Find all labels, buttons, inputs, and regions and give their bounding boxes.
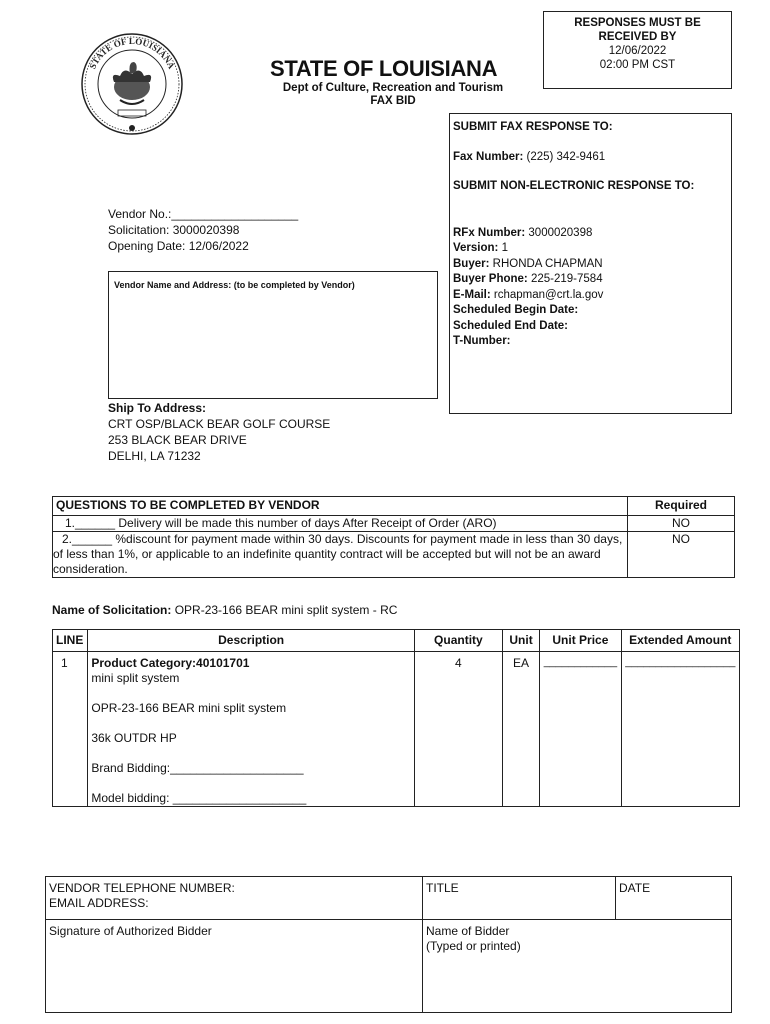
title-field[interactable]	[423, 877, 616, 920]
department-name: Dept of Culture, Recreation and Tourism	[282, 82, 504, 94]
col-extended-amount: Extended Amount	[621, 630, 739, 652]
date-label: DATE	[619, 881, 651, 895]
col-description: Description	[88, 630, 415, 652]
extended-amount-field[interactable]: __________________	[621, 652, 739, 807]
bidder-name-field[interactable]	[423, 920, 732, 1013]
date-field[interactable]	[616, 877, 732, 920]
fax-label: Fax Number:	[453, 150, 524, 163]
line-unit: EA	[502, 652, 539, 807]
nonelectronic-heading: SUBMIT NON-ELECTRONIC RESPONSE TO:	[453, 180, 695, 192]
vendor-address-field[interactable]	[108, 271, 438, 399]
vendor-no[interactable]: Vendor No.:___________________	[108, 207, 299, 221]
question-2[interactable]: 2.______ %discount for payment made within 30 days. Discounts for payment made in less than 30 days, of less than 1%, or applicable to an indefinite quantity contract will be accepted but will not be an award consideration.	[53, 532, 628, 578]
vendor-contact-field[interactable]	[46, 877, 423, 920]
ship-to-line1: CRT OSP/BLACK BEAR GOLF COURSE	[108, 417, 331, 431]
bid-type: FAX BID	[370, 95, 416, 107]
signature-field[interactable]	[46, 920, 423, 1013]
table-row	[53, 516, 735, 532]
version-label: Version:	[453, 242, 499, 254]
opening-date: Opening Date: 12/06/2022	[108, 239, 249, 253]
model-bidding[interactable]: Model bidding: ____________________	[91, 791, 307, 805]
rfx-value: 3000020398	[528, 226, 593, 239]
col-line: LINE	[53, 630, 88, 652]
scheduled-end: Scheduled End Date:	[453, 319, 569, 332]
signature-block	[45, 876, 732, 1013]
bidder-name-label: Name of Bidder	[426, 924, 510, 938]
t-number: T-Number:	[453, 335, 511, 347]
version	[453, 241, 728, 257]
page-title: STATE OF LOUISIANA	[270, 56, 498, 81]
product-category: Product Category:40101701	[91, 656, 250, 670]
buyer-phone-label: Buyer Phone:	[453, 273, 528, 285]
ship-to-address	[108, 400, 330, 464]
ship-to-line3: DELHI, LA 71232	[108, 449, 201, 463]
svg-text:STATE OF LOUISIANA: STATE OF LOUISIANA	[87, 35, 177, 71]
fax-number	[453, 150, 728, 166]
desc-line3: 36k OUTDR HP	[91, 731, 177, 745]
buyer	[453, 257, 728, 273]
fax-value: (225) 342-9461	[526, 150, 606, 163]
deadline-line2: RECEIVED BY	[598, 31, 677, 43]
brand-bidding[interactable]: Brand Bidding:____________________	[91, 761, 304, 775]
table-row	[53, 532, 735, 578]
line-quantity: 4	[414, 652, 502, 807]
ship-to-line2: 253 BLACK BEAR DRIVE	[108, 433, 247, 447]
submit-response-box	[449, 113, 732, 414]
unit-price-field[interactable]: ____________	[540, 652, 621, 807]
version-value: 1	[501, 242, 508, 254]
question-1[interactable]: 1.______ Delivery will be made this number of days After Receipt of Order (ARO)	[53, 516, 628, 532]
solicitation-name-value: OPR-23-166 BEAR mini split system - RC	[174, 603, 398, 617]
buyer-value: RHONDA CHAPMAN	[492, 257, 603, 270]
vendor-address-label: Vendor Name and Address: (to be completed by Vendor)	[114, 280, 355, 290]
email-value: rchapman@crt.la.gov	[493, 288, 604, 301]
vendor-email-label: EMAIL ADDRESS:	[49, 896, 149, 910]
line-items-table	[52, 629, 740, 807]
vendor-questions-table	[52, 496, 735, 578]
line-number: 1	[53, 652, 88, 807]
col-unit: Unit	[502, 630, 539, 652]
solicitation-name-label: Name of Solicitation:	[52, 603, 172, 617]
scheduled-begin: Scheduled Begin Date:	[453, 304, 579, 316]
buyer-label: Buyer:	[453, 257, 490, 270]
signature-label: Signature of Authorized Bidder	[49, 924, 212, 938]
line-description	[88, 652, 415, 807]
solicitation-name	[52, 603, 397, 617]
title-label: TITLE	[426, 881, 459, 895]
vendor-info	[108, 206, 298, 254]
col-quantity: Quantity	[414, 630, 502, 652]
buyer-email	[453, 288, 728, 304]
ship-to-label: Ship To Address:	[108, 401, 207, 415]
table-row	[53, 652, 740, 807]
question-2-required: NO	[628, 532, 735, 578]
buyer-phone-value: 225-219-7584	[530, 273, 603, 285]
question-1-required: NO	[628, 516, 735, 532]
desc-line1: mini split system	[91, 671, 180, 685]
rfx-number	[453, 226, 728, 242]
response-deadline-box	[543, 11, 732, 89]
deadline-line1: RESPONSES MUST BE	[574, 17, 701, 29]
deadline-date: 12/06/2022	[608, 45, 667, 57]
buyer-phone	[453, 272, 728, 288]
rfx-label: RFx Number:	[453, 226, 526, 239]
email-label: E-Mail:	[453, 288, 491, 301]
deadline-time: 02:00 PM CST	[599, 59, 676, 71]
bidder-typed-label: (Typed or printed)	[426, 939, 521, 953]
state-seal-logo	[80, 32, 184, 136]
required-heading: Required	[628, 497, 735, 516]
col-unit-price: Unit Price	[540, 630, 621, 652]
solicitation-number: Solicitation: 3000020398	[108, 223, 240, 237]
fax-heading: SUBMIT FAX RESPONSE TO:	[453, 121, 613, 133]
page-subtitle	[270, 82, 516, 108]
vendor-phone-label: VENDOR TELEPHONE NUMBER:	[49, 881, 235, 895]
desc-line2: OPR-23-166 BEAR mini split system	[91, 701, 287, 715]
questions-heading: QUESTIONS TO BE COMPLETED BY VENDOR	[53, 497, 628, 516]
